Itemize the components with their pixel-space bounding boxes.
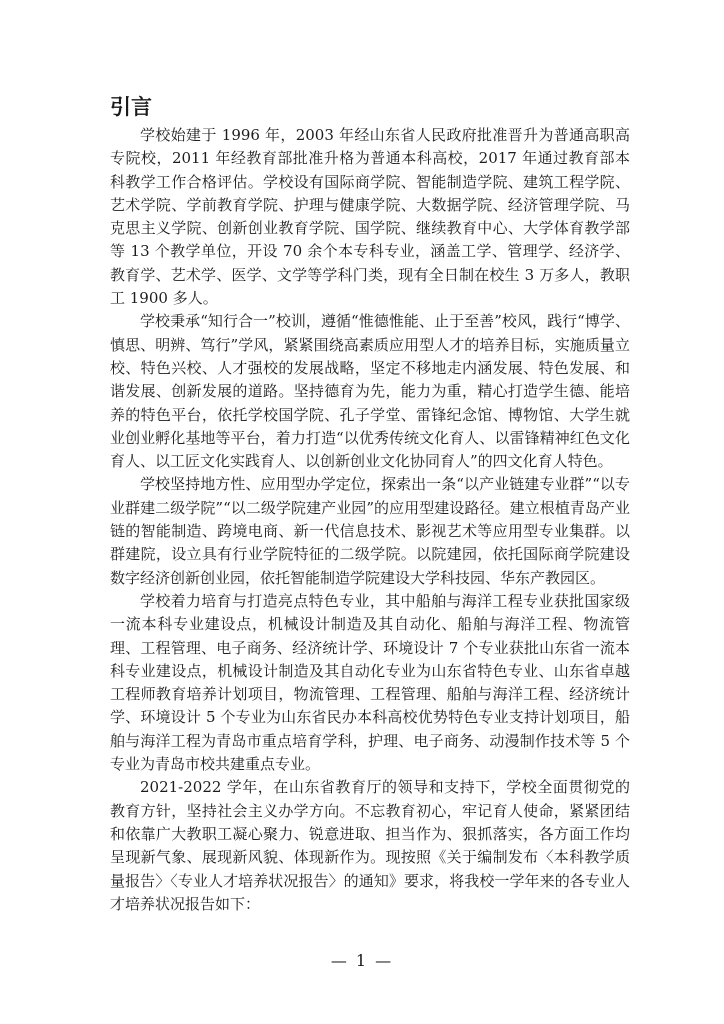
page-number: — 1 — — [330, 951, 394, 970]
paragraph: 学校着力培育与打造亮点特色专业，其中船舶与海洋工程专业获批国家级一流本科专业建设点，机械设计制造及其自动化、船舶与海洋工程、物流管理、工程管理、电子商务、经济统计学、环境设计 7 个专业获批山东省一流本科专业建设点，机械设计制造及其自动化专业为山东省特色专业、山东省卓越工程师教育培养计划项目，物流管理、工程管理、船舶与海洋工程、经济统计学、环境设计 5 个专业为山东省民办本科高校优势特色专业支持计划项目，船舶与海洋工程为青岛市重点培育学科，护理、电子商务、动漫制作技术等 5 个专业为青岛市校共建重点专业。 — [110, 591, 630, 774]
paragraph: 2021-2022 学年，在山东省教育厅的领导和支持下，学校全面贯彻党的教育方针，坚持社会主义办学方向。不忘教育初心，牢记育人使命，紧紧团结和依靠广大教职工凝心聚力、锐意进取、担当作为、狠抓落实，各方面工作均呈现新气象、展现新风貌、体现新作为。现按照《关于编制发布〈本科教学质量报告〉〈专业人才培养状况报告〉的通知》要求，将我校一学年来的各专业人才培养状况报告如下： — [110, 778, 630, 913]
paragraph: 学校始建于 1996 年，2003 年经山东省人民政府批准晋升为普通高职高专院校，2011 年经教育部批准升格为普通本科高校，2017 年通过教育部本科教学工作合格评估。学校设有国际商学院、智能制造学院、建筑工程学院、艺术学院、学前教育学院、护理与健康学院、大数据学院、经济管理学院、马克思主义学院、创新创业教育学院、国学院、继续教育中心、大学体育教学部等 13 个教学单位，开设 70 余个本专科专业，涵盖工学、管理学、经济学、教育学、艺术学、医学、文学等学科门类，现有全日制在校生 3 万多人，教职工 1900 多人。 — [110, 126, 630, 308]
paragraph: 学校坚持地方性、应用型办学定位，探索出一条“以产业链建专业群”“以专业群建二级学院”“以二级学院建产业园”的应用型建设路径。建立根植青岛产业链的智能制造、跨境电商、新一代信息技术、影视艺术等应用型专业集群。以群建院，设立具有行业学院特征的二级学院。以院建园，依托国际商学院建设数字经济创新创业园，依托智能制造学院建设大学科技园、华东产教园区。 — [110, 475, 630, 587]
body-text — [110, 124, 630, 916]
section-heading: 引言 — [110, 95, 152, 119]
paragraph: 学校秉承“知行合一”校训，遵循“惟德惟能、止于至善”校风，践行“博学、慎思、明辨、笃行”学风，紧紧围绕高素质应用型人才的培养目标，实施质量立校、特色兴校、人才强校的发展战略，坚定不移地走内涵发展、特色发展、和谐发展、创新发展的道路。坚持德育为先，能力为重，精心打造学生德、能培养的特色平台，依托学校国学院、孔子学堂、雷锋纪念馆、博物馆、大学生就业创业孵化基地等平台，着力打造“以优秀传统文化育人、以雷锋精神红色文化育人、以工匠文化实践育人、以创新创业文化协同育人”的四文化育人特色。 — [110, 312, 630, 471]
